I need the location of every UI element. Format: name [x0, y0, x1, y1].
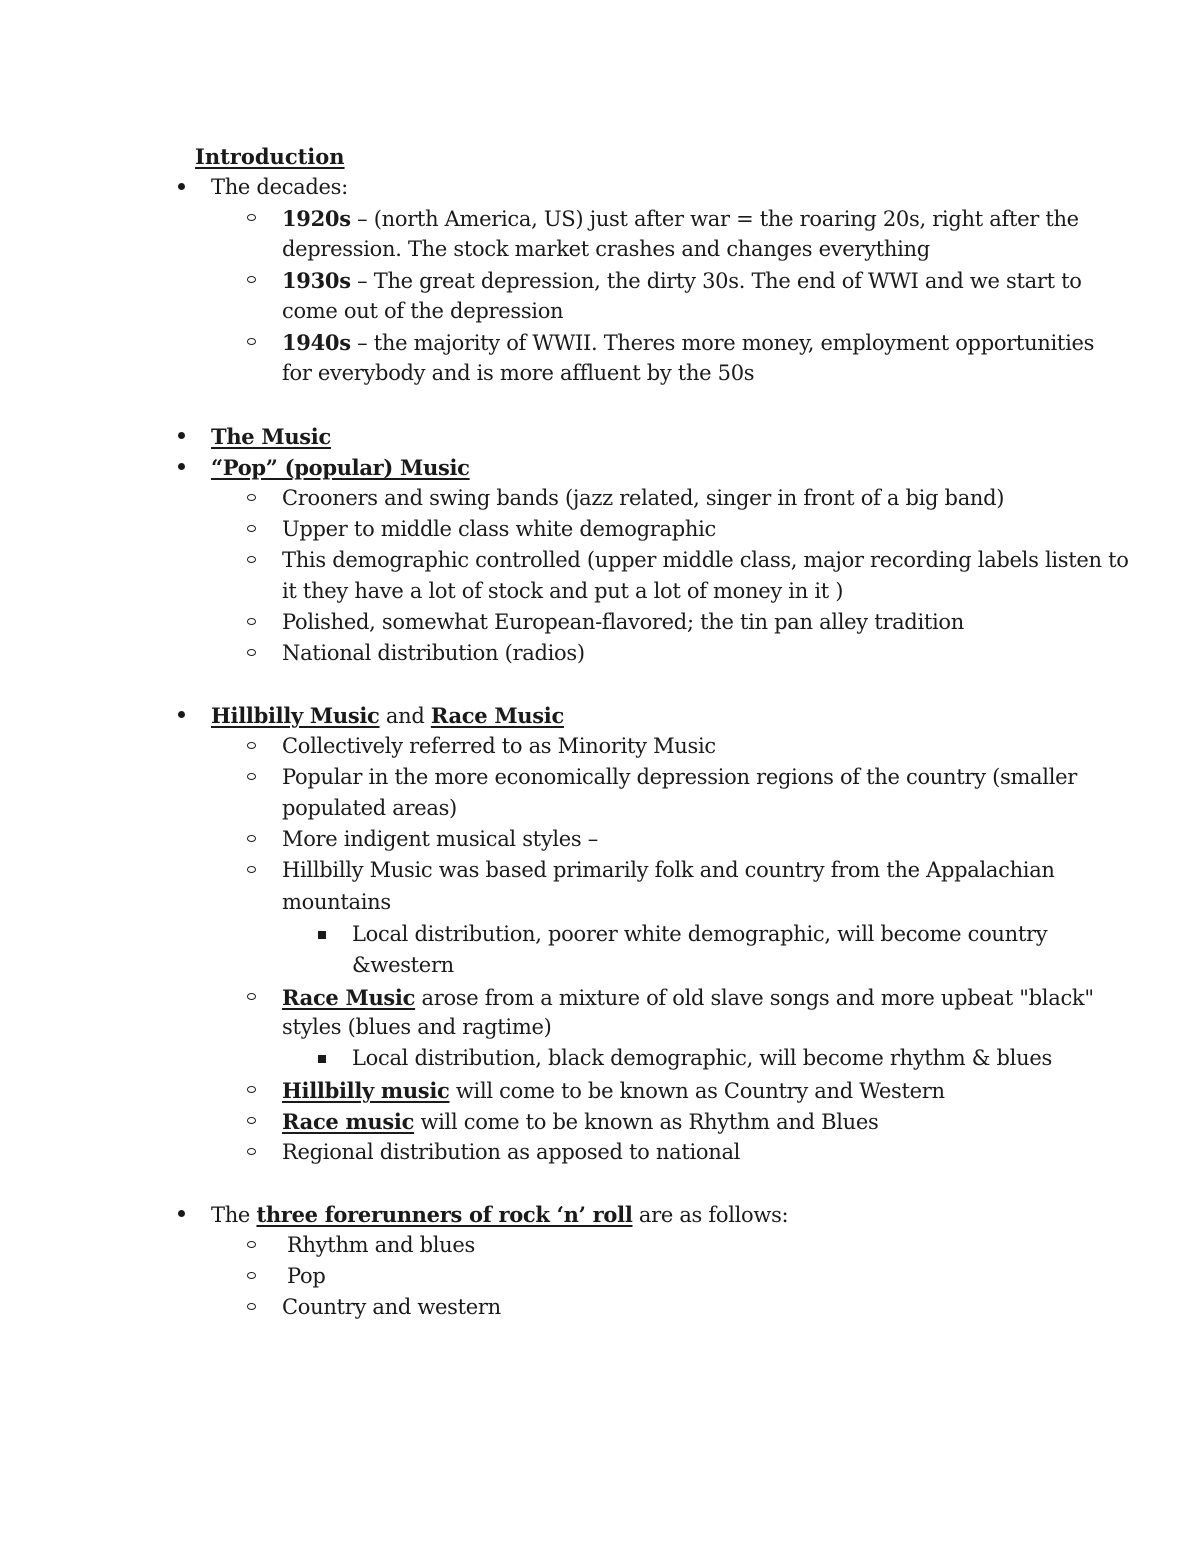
bullet-dot	[178, 463, 185, 470]
music-heading: The Music	[211, 424, 331, 449]
bullet-square	[318, 1055, 326, 1063]
pop-item-cont: it they have a lot of stock and put a lot of money in it )	[282, 579, 844, 603]
bullet-dot	[178, 1210, 185, 1217]
decade-1940s-cont: for everybody and is more affluent by the 50s	[282, 361, 755, 385]
regional-item: Regional distribution as apposed to national	[282, 1140, 741, 1164]
bullet-circle	[247, 1086, 256, 1093]
race-known-item	[282, 1106, 879, 1138]
pop-item: This demographic controlled (upper middle class, major recording labels listen to	[282, 548, 1129, 572]
forerunner-item: Country and western	[282, 1295, 501, 1319]
forerunners-bold: three forerunners of rock ‘n’ roll	[256, 1202, 633, 1227]
bullet-circle	[247, 1272, 256, 1279]
forerunner-item: Rhythm and blues	[287, 1233, 476, 1257]
minority-heading	[211, 700, 564, 732]
bullet-circle	[247, 1148, 256, 1155]
bullet-circle	[247, 494, 256, 501]
minority-item: Collectively referred to as Minority Music	[282, 734, 716, 758]
minority-item: Hillbilly Music was based primarily folk and country from the Appalachian	[282, 858, 1055, 882]
minority-item: Popular in the more economically depression regions of the country (smaller	[282, 765, 1077, 789]
forerunner-item: Pop	[287, 1264, 326, 1288]
decade-1920s-cont: depression. The stock market crashes and changes everything	[282, 237, 930, 261]
hillbilly-known-label: Hillbilly music	[282, 1078, 450, 1103]
minority-item: More indigent musical styles –	[282, 827, 598, 851]
bullet-circle	[247, 835, 256, 842]
bullet-circle	[247, 618, 256, 625]
bullet-circle	[247, 649, 256, 656]
race-music-text: arose from a mixture of old slave songs and more upbeat "black"	[415, 986, 1094, 1010]
minority-item-cont: populated areas)	[282, 796, 457, 820]
pop-heading: “Pop” (popular) Music	[211, 455, 470, 480]
race-music-label: Race Music	[282, 985, 416, 1010]
race-known-text: will come to be known as Rhythm and Blues	[414, 1110, 879, 1134]
bullet-square	[318, 931, 326, 939]
bullet-circle	[247, 993, 256, 1000]
bullet-dot	[178, 711, 185, 718]
bullet-circle	[247, 1117, 256, 1124]
race-music-item	[282, 982, 1094, 1014]
bullet-circle	[247, 214, 256, 221]
bullet-circle	[247, 556, 256, 563]
pop-item: Upper to middle class white demographic	[282, 517, 716, 541]
page-title: Introduction	[195, 144, 345, 169]
decade-1920s-label: 1920s	[282, 206, 351, 231]
bullet-circle	[247, 338, 256, 345]
hillbilly-sub-item: Local distribution, poorer white demographic, will become country	[352, 922, 1048, 946]
bullet-circle	[247, 1241, 256, 1248]
bullet-dot	[178, 183, 185, 190]
bullet-circle	[247, 525, 256, 532]
hillbilly-sub-item-cont: &western	[352, 953, 454, 977]
decade-1930s-label: 1930s	[282, 268, 351, 293]
bullet-circle	[247, 276, 256, 283]
decade-1920s-text: – (north America, US) just after war = the roaring 20s, right after the	[350, 207, 1079, 231]
forerunners-pre: The	[211, 1203, 257, 1227]
bullet-circle	[247, 742, 256, 749]
race-heading: Race Music	[430, 703, 564, 728]
decade-1940s-text: – the majority of WWII. Theres more money, employment opportunities	[350, 331, 1095, 355]
race-sub-item: Local distribution, black demographic, will become rhythm & blues	[352, 1046, 1052, 1070]
decade-1920s	[282, 203, 1079, 235]
bullet-circle	[247, 866, 256, 873]
pop-item: National distribution (radios)	[282, 641, 585, 665]
decade-1940s	[282, 327, 1094, 359]
pop-item: Crooners and swing bands (jazz related, singer in front of a big band)	[282, 486, 1005, 510]
decade-1930s-text: – The great depression, the dirty 30s. The end of WWI and we start to	[350, 269, 1082, 293]
race-known-label: Race music	[282, 1109, 415, 1134]
minority-item-cont: mountains	[282, 890, 391, 914]
hillbilly-heading: Hillbilly Music	[211, 703, 380, 728]
decades-label: The decades:	[211, 175, 348, 199]
decade-1940s-label: 1940s	[282, 330, 351, 355]
forerunners-post: are as follows:	[632, 1203, 789, 1227]
bullet-dot	[178, 432, 185, 439]
bullet-circle	[247, 773, 256, 780]
bullet-circle	[247, 1303, 256, 1310]
hillbilly-known-item	[282, 1075, 945, 1107]
decade-1930s	[282, 265, 1082, 297]
decade-1930s-cont: come out of the depression	[282, 299, 564, 323]
forerunners-heading	[211, 1199, 788, 1231]
and-word: and	[379, 704, 431, 728]
hillbilly-known-text: will come to be known as Country and Western	[449, 1079, 945, 1103]
pop-item: Polished, somewhat European-flavored; the tin pan alley tradition	[282, 610, 964, 634]
race-music-item-cont: styles (blues and ragtime)	[282, 1015, 552, 1039]
